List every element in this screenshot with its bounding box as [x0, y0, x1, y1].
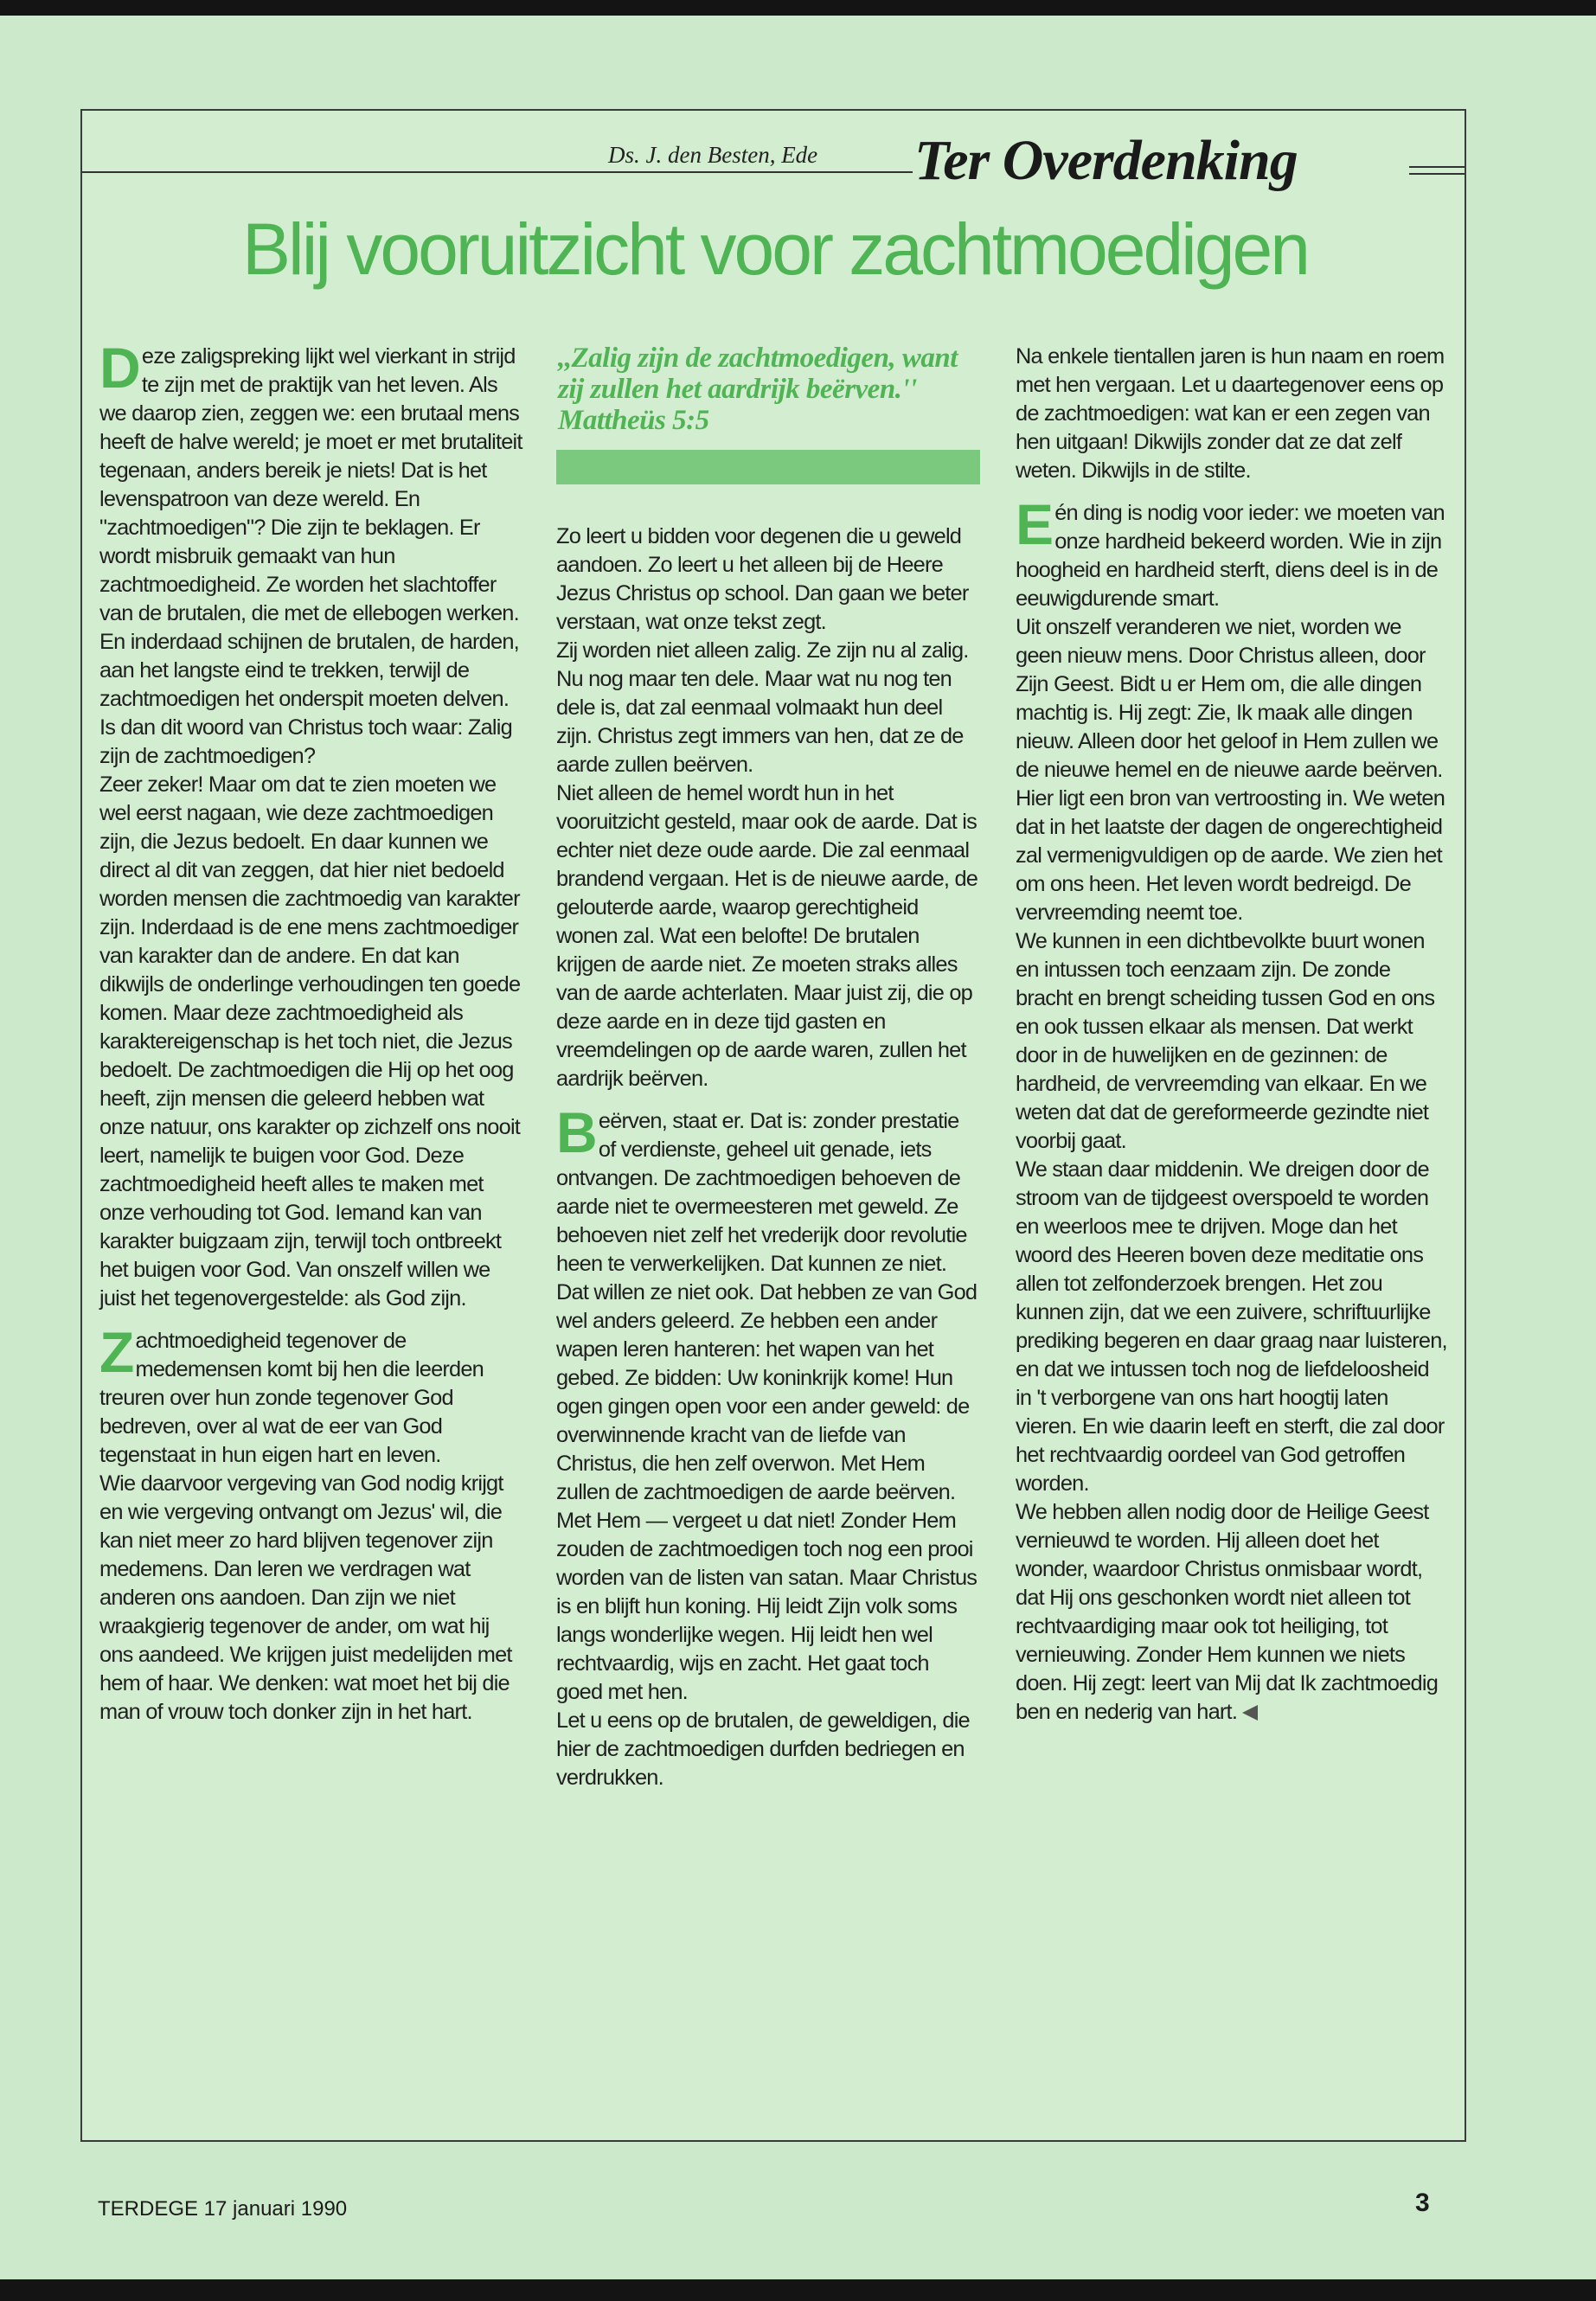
section-title: Ter Overdenking	[914, 129, 1298, 192]
magazine-page	[0, 16, 1596, 2279]
column-3	[1016, 343, 1448, 1727]
paragraph	[1016, 492, 1448, 613]
green-divider-bar	[556, 450, 980, 484]
paragraph	[556, 1100, 980, 1707]
paragraph: Na enkele tientallen jaren is hun naam en roem met hen vergaan. Let u daartegenover eens op de zachtmoedigen: wat kan er een zegen van hen uitgaan! Dikwijls zonder dat ze dat zelf weten. Dikwijls in de stilte.	[1016, 344, 1445, 483]
author-byline: Ds. J. den Besten, Ede	[608, 142, 818, 168]
article-frame	[80, 109, 1466, 2142]
quote-text: ,,Zalig zijn de zachtmoedigen, want zij zullen het aardrijk beërven.''	[558, 343, 958, 405]
column-1	[99, 336, 523, 1727]
paragraph: Let u eens op de brutalen, de geweldigen, die hier de zachtmoedigen durfden bedriegen en verdrukken.	[556, 1708, 970, 1790]
paragraph-text: achtmoedigheid tegenover de medemensen komt bij hen die leerden treuren over hun zonde tegenover God bedreven, over al wat de eer van God tegenstaat in hun eigen hart en leven.	[99, 1329, 484, 1467]
drop-cap: E	[1016, 492, 1054, 556]
paragraph: We staan daar middenin. We dreigen door de stroom van de tijdgeest overspoeld te worden en weerloos mee te drijven. Moge dan het woord des Heeren boven deze meditatie ons allen tot zelfonderzoek brengen. Het zou kunnen zijn, dat we een zuivere, schriftuurlijke prediking begeren en daar graag naar luisteren, en dat we intussen toch nog de liefdeloosheid in 't verborgene van ons hart hoogtij laten vieren. En wie daarin leeft en sterft, die zal door het rechtvaardig oordeel van God getroffen worden.	[1016, 1157, 1447, 1496]
spacer	[99, 1313, 523, 1327]
drop-cap: D	[99, 336, 140, 400]
paragraph	[99, 336, 523, 771]
paragraph-text: eze zaligspreking lijkt wel vierkant in strijd te zijn met de praktijk van het leven. Als we daarop zien, zeggen we: een brutaal mens heeft de halve wereld; je moet er met brutaliteit tegenaan, anders bereik je niets! Dat is het levenspatroon van deze wereld. En "zachtmoedigen"? Die zijn te beklagen. Er wordt misbruik gemaakt van hun zachtmoedigheid. Ze worden het slachtoffer van de brutalen, die met de ellebogen werken. En inderdaad schijnen de brutalen, de harden, aan het langste eind te trekken, terwijl de zachtmoedigen het onderspit moeten delven. Is dan dit woord van Christus toch waar: Zalig zijn de zachtmoedigen?	[99, 344, 522, 768]
paragraph: Zij worden niet alleen zalig. Ze zijn nu al zalig. Nu nog maar ten dele. Maar wat nu nog ten dele is, dat zal eenmaal volmaakt hun deel zijn. Christus zegt immers van hen, dat ze de aarde zullen beërven.	[556, 638, 969, 777]
paragraph: Niet alleen de hemel wordt hun in het vooruitzicht gesteld, maar ook de aarde. Dat is echter niet deze oude aarde. Die zal eenmaal brandend vergaan. Het is de nieuwe aarde, de gelouterde aarde, waarop gerechtigheid wonen zal. Wat een belofte! De brutalen krijgen de aarde niet. Ze moeten straks alles van de aarde achterlaten. Maar juist zij, die op deze aarde en in deze tijd gasten en vreemdelingen op de aarde waren, zullen het aardrijk beërven.	[556, 781, 978, 1091]
article-headline: Blij vooruitzicht voor zachtmoedigen	[242, 208, 1308, 290]
paragraph: Uit onszelf veranderen we niet, worden we geen nieuw mens. Door Christus alleen, door Zijn Geest. Bidt u er Hem om, die alle dingen machtig is. Hij zegt: Zie, Ik maak alle dingen nieuw. Alleen door het geloof in Hem zullen we de nieuwe hemel en de nieuwe aarde beërven. Hier ligt een bron van vertroosting in. We weten dat in het laatste der dagen de ongerechtigheid zal vermenigvuldigen op de aarde. We zien het om ons heen. Het leven wordt bedreigd. De vervreemding neemt toe.	[1016, 615, 1445, 925]
drop-cap: B	[556, 1100, 597, 1164]
paragraph-text: eërven, staat er. Dat is: zonder prestatie of verdienste, geheel uit genade, iets ontvangen. De zachtmoedigen behoeven de aarde niet te overmeesteren met geweld. Ze behoeven niet zelf het vrederijk door revolutie heen te verwerkelijken. Dat kunnen ze niet. Dat willen ze niet ook. Dat hebben ze van God wel anders geleerd. Ze hebben een ander wapen leren hanteren: het wapen van het gebed. Ze bidden: Uw koninkrijk kome! Hun ogen gingen open voor een ander geweld: de overwinnende kracht van de liefde van Christus, die hen zelf overwon. Met Hem zullen de zachtmoedigen de aarde beërven. Met Hem — vergeet u dat niet! Zonder Hem zouden de zachtmoedigen toch nog een prooi worden van de listen van satan. Maar Christus is en blijft hun koning. Hij leidt Zijn volk soms langs wonderlijke wegen. Hij leidt hen wel rechtvaardig, wijs en zacht. Het gaat toch goed met hen.	[556, 1109, 977, 1704]
paragraph-text: én ding is nodig voor ieder: we moeten van onze hardheid bekeerd worden. Wie in zijn hoogheid en hardheid sterft, diens deel is in de eeuwigdurende smart.	[1016, 501, 1445, 611]
spacer	[1016, 485, 1448, 499]
spacer	[556, 1093, 980, 1107]
paragraph: Wie daarvoor vergeving van God nodig krijgt en wie vergeving ontvangt om Jezus' wil, die kan niet meer zo hard blijven tegenover zijn medemens. Dan leren we verdragen wat anderen ons aandoen. Dan zijn we niet wraakgierig tegenover de ander, om wat hij ons aandeed. We krijgen juist medelijden met hem of haar. We denken: wat moet het bij die man of vrouw toch donker zijn in het hart.	[99, 1471, 512, 1724]
header-rule-double	[1409, 166, 1465, 175]
column-2	[556, 343, 980, 1792]
paragraph	[99, 1320, 523, 1470]
footer-publication: TERDEGE 17 januari 1990	[98, 2197, 348, 2221]
end-mark-icon	[1242, 1705, 1258, 1721]
page-number: 3	[1415, 2189, 1430, 2217]
paragraph-text: We hebben allen nodig door de Heilige Geest vernieuwd te worden. Hij alleen doet het wonder, waardoor Christus onmisbaar wordt, dat Hij ons geschonken wordt niet alleen tot rechtvaardiging maar ook tot heiliging, tot vernieuwing. Zonder Hem kunnen we niets doen. Hij zegt: leert van Mij dat Ik zachtmoedig ben en nederig van hart.	[1016, 1500, 1439, 1724]
quote-reference: Mattheüs 5:5	[558, 405, 709, 436]
paragraph: Zo leert u bidden voor degenen die u geweld aandoen. Zo leert u het alleen bij de Heere Jezus Christus op school. Dan gaan we beter verstaan, wat onze tekst zegt.	[556, 524, 969, 634]
paragraph	[1016, 1498, 1448, 1727]
drop-cap: Z	[99, 1320, 134, 1384]
paragraph: We kunnen in een dichtbevolkte buurt wonen en intussen toch eenzaam zijn. De zonde bracht en brengt scheiding tussen God en ons en ook tussen elkaar als mensen. Dat werkt door in de huwelijken en de gezinnen: de hardheid, de vervreemding van elkaar. En we weten dat dat de gereformeerde gezindte niet voorbij gaat.	[1016, 929, 1435, 1153]
header-rule	[82, 171, 913, 173]
scripture-quote	[556, 343, 980, 436]
paragraph: Zeer zeker! Maar om dat te zien moeten we wel eerst nagaan, wie deze zachtmoedigen zijn, die Jezus bedoelt. En daar kunnen we direct al dit van zeggen, dat hier niet bedoeld worden mensen die zachtmoedig van karakter zijn. Inderdaad is de ene mens zachtmoediger van karakter dan de andere. En dat kan dikwijls de onderlinge verhoudingen ten goede komen. Maar deze zachtmoedigheid als karaktereigenschap is het toch niet, die Jezus bedoelt. De zachtmoedigen die Hij op het oog heeft, zijn mensen die geleerd hebben wat onze natuur, ons karakter op zichzelf ons nooit leert, namelijk te buigen voor God. Deze zachtmoedigheid heeft alles te maken met onze verhouding tot God. Iemand kan van karakter buigzaam zijn, terwijl toch ontbreekt het buigen voor God. Van onszelf willen we juist het tegenovergestelde: als God zijn.	[99, 772, 521, 1311]
